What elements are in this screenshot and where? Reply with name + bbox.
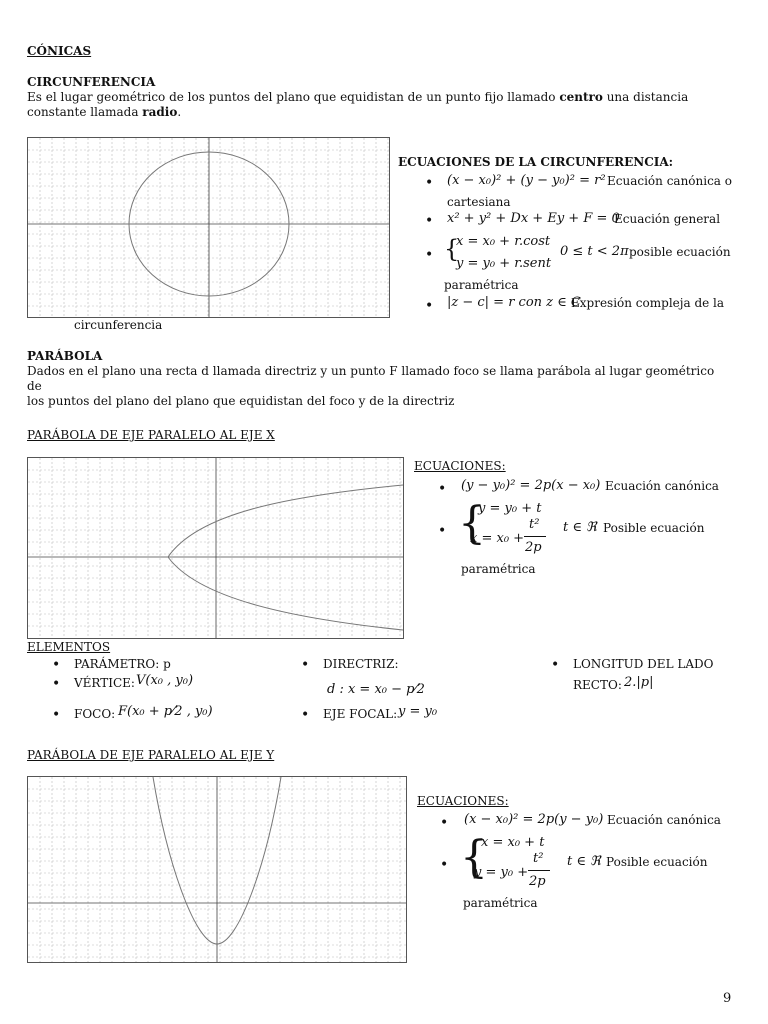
left-brace-icon: { <box>460 832 488 883</box>
parabola-y-param-label: Posible ecuación <box>606 855 708 869</box>
parabola-definition: Dados en el plano una recta d llamada directriz y un punto F llamado foco se llama parábola al lugar geométrico de los puntos del plano del plano que equidistan del foco y de la directriz <box>27 364 715 408</box>
parabola-x-param-label-2: paramétrica <box>461 562 536 576</box>
circle-eq-param-y: y = y₀ + r.sent <box>456 256 552 271</box>
parabola-x-eq-heading: ECUACIONES: <box>414 459 506 473</box>
page-number: 9 <box>723 991 732 1006</box>
circle-eq-canonical: (x − x₀)² + (y − y₀)² = r² <box>447 173 606 188</box>
parabola-y-graph <box>27 776 407 963</box>
circle-eq-param-label-2: paramétrica <box>444 278 519 292</box>
parabola-x-param-x: x = x₀ + <box>470 531 525 546</box>
element-directrix-label: DIRECTRIZ: <box>323 657 399 671</box>
parabola-y-param-den: 2p <box>529 874 546 889</box>
parabola-x-heading: PARÁBOLA DE EJE PARALELO AL EJE X <box>27 428 275 442</box>
left-brace-icon: { <box>444 235 460 263</box>
element-focus-math: F(x₀ + p⁄2 , y₀) <box>118 704 213 719</box>
circle-eq-canonical-label: Ecuación canónica o <box>607 174 732 188</box>
parabola-x-curve <box>168 485 403 630</box>
element-vertex-math: V(x₀ , y₀) <box>136 673 194 688</box>
parabola-y-param-y: y = y₀ + <box>474 865 529 880</box>
circle-eq-canonical-label-2: cartesiana <box>447 195 511 209</box>
bullet-icon: • <box>301 657 310 673</box>
element-latus-label-2: RECTO: <box>573 678 622 692</box>
bullet-icon: • <box>301 707 310 723</box>
element-directrix-math: d : x = x₀ − p⁄2 <box>327 682 425 697</box>
element-axis-math: y = y₀ <box>398 704 438 719</box>
circle-caption: circunferencia <box>74 318 163 332</box>
parabola-x-param-y: y = y₀ + t <box>478 501 542 516</box>
parabola-y-param-range: t ∈ ℜ <box>567 854 601 869</box>
circle-heading: CIRCUNFERENCIA <box>27 75 156 89</box>
circle-eq-param-x: x = x₀ + r.cost <box>456 234 551 249</box>
parabola-y-heading: PARÁBOLA DE EJE PARALELO AL EJE Y <box>27 748 275 762</box>
parabola-x-param-num: t² <box>529 517 540 532</box>
fraction-bar <box>524 536 546 537</box>
element-focus-label: FOCO: <box>74 707 116 721</box>
element-latus-math: 2.|p| <box>624 675 654 690</box>
bullet-icon: • <box>425 213 434 229</box>
parabola-x-eq-canonical: (y − y₀)² = 2p(x − x₀) <box>461 478 601 493</box>
bullet-icon: • <box>425 175 434 191</box>
circle-eq-general-label: Ecuación general <box>614 212 721 226</box>
circle-eq-complex: |z − c| = r con z ∈ C <box>447 295 581 310</box>
circle-eq-complex-label: Expresión compleja de la <box>571 296 725 310</box>
parabola-x-eq-canonical-label: Ecuación canónica <box>605 479 719 493</box>
bullet-icon: • <box>52 676 61 692</box>
element-latus-label: LONGITUD DEL LADO <box>573 657 714 671</box>
bullet-icon: • <box>438 481 447 497</box>
left-brace-icon: { <box>458 498 486 549</box>
bullet-icon: • <box>425 298 434 314</box>
parabola-y-param-label-2: paramétrica <box>463 896 538 910</box>
parabola-heading: PARÁBOLA <box>27 349 103 363</box>
circle-definition: Es el lugar geométrico de los puntos del plano que equidistan de un punto fijo llamado centro una distancia constante llamada radio. <box>27 90 689 119</box>
circle-eq-general: x² + y² + Dx + Ey + F = 0 <box>447 211 620 226</box>
parabola-y-eq-canonical: (x − x₀)² = 2p(y − y₀) <box>464 812 604 827</box>
bullet-icon: • <box>425 247 434 263</box>
parabola-y-eq-canonical-label: Ecuación canónica <box>607 813 721 827</box>
bullet-icon: • <box>440 857 449 873</box>
parabola-x-graph <box>27 457 404 639</box>
parabola-y-eq-heading: ECUACIONES: <box>417 794 509 808</box>
bullet-icon: • <box>440 815 449 831</box>
bullet-icon: • <box>551 657 560 673</box>
fraction-bar <box>528 870 550 871</box>
element-parameter: PARÁMETRO: p <box>74 657 171 671</box>
parabola-x-param-label: Posible ecuación <box>603 521 705 535</box>
element-vertex-label: VÉRTICE: <box>74 676 135 690</box>
parabola-y-param-num: t² <box>533 851 544 866</box>
circle-eq-param-label: posible ecuación <box>629 245 731 259</box>
bullet-icon: • <box>52 707 61 723</box>
circle-eq-param-range: 0 ≤ t < 2π <box>560 244 629 259</box>
parabola-x-param-range: t ∈ ℜ <box>563 520 597 535</box>
elements-heading: ELEMENTOS <box>27 640 111 654</box>
circle-eq-heading: ECUACIONES DE LA CIRCUNFERENCIA: <box>398 155 674 169</box>
bullet-icon: • <box>52 657 61 673</box>
parabola-x-param-den: 2p <box>525 540 542 555</box>
element-axis-label: EJE FOCAL: <box>323 707 398 721</box>
bullet-icon: • <box>438 523 447 539</box>
circle-graph <box>27 137 390 318</box>
parabola-y-param-x: x = x₀ + t <box>481 835 545 850</box>
page-title: CÓNICAS <box>27 44 92 58</box>
